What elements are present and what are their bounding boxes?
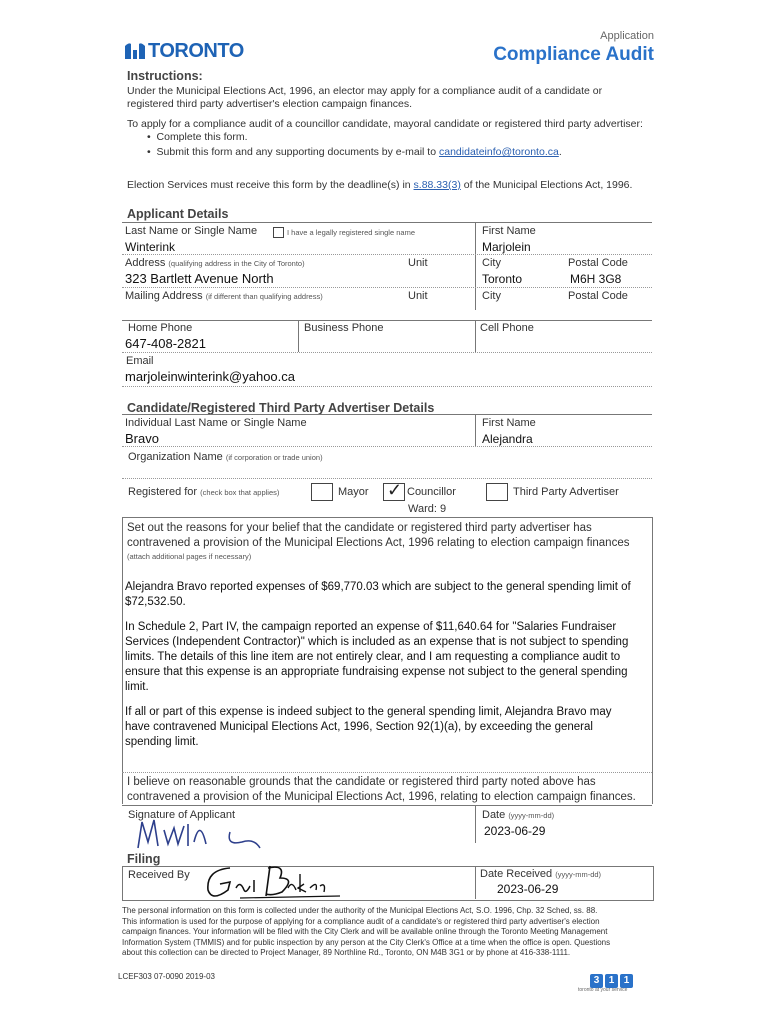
registered-label: Registered for: [128, 486, 198, 498]
reason-p1-line2: $72,532.50.: [125, 596, 186, 608]
reason-p2-line3: limits. The details of this line item are not entirely clear, and I am requesting a compliance audit to: [125, 651, 621, 663]
divider: [298, 320, 299, 352]
postal-code-label: Postal Code: [568, 257, 628, 269]
logo-text: TORONTO: [148, 40, 244, 62]
bullet2-text: Submit this form and any supporting documents by e-mail to: [156, 146, 439, 158]
single-name-checkbox[interactable]: [273, 227, 284, 238]
reason-p3-line2: have contravened Municipal Elections Act, 1996, Section 92(1)(a), by exceeding the general: [125, 721, 593, 733]
divider: [475, 222, 476, 310]
home-phone-label: Home Phone: [128, 322, 193, 334]
reason-p3-line1: If all or part of this expense is indeed subject to the general spending limit, Alejandra Bravo may: [125, 706, 612, 718]
applicant-signature-icon: [130, 812, 270, 854]
date-received-label-group: [480, 868, 601, 880]
reason-p2-line2: Services (Independent Contractor)" which is included as an expense that is not subject to spending: [125, 636, 629, 648]
privacy-line3: campaign finances. Your information will be filed with the City Clerk and will be available online through the Toronto Meeting Management: [122, 927, 608, 936]
mayor-label: Mayor: [338, 486, 369, 498]
instructions-bullet1: • Complete this form.: [147, 131, 248, 143]
privacy-line4: Information System (TMMIS) and for public inspection by any person at the City Clerk's Office at a time when the office is open. Questions: [122, 937, 611, 947]
privacy-line1: The personal information on this form is collected under the authority of the Municipal Elections Act, S.O. 1996, Chp. 32 Sched, ss. 88.: [122, 906, 598, 915]
applicant-postal-code: M6H 3G8: [570, 272, 622, 286]
rule: [122, 287, 652, 288]
declaration-line1: I believe on reasonable grounds that the candidate or registered third party noted above has: [127, 776, 596, 788]
mailing-note: (if different than qualifying address): [205, 292, 323, 301]
staff-signature-icon: [200, 860, 350, 904]
badge-tagline: toronto at your service: [578, 987, 628, 993]
instructions-para2: To apply for a compliance audit of a councillor candidate, mayoral candidate or registered third party advertiser:: [127, 118, 643, 130]
check-mark-icon: ✓: [387, 480, 403, 500]
third-party-checkbox[interactable]: [486, 483, 508, 501]
filing-heading: Filing: [127, 852, 161, 866]
deadline-post: of the Municipal Elections Act, 1996.: [460, 179, 633, 191]
badge-311: [590, 970, 635, 988]
date-label: Date: [482, 809, 506, 821]
third-party-label: Third Party Advertiser: [513, 486, 619, 498]
received-by-label: Received By: [128, 869, 190, 881]
rule: [122, 254, 652, 255]
badge-digit: 1: [620, 974, 633, 988]
candidate-last-name: Bravo: [125, 431, 159, 446]
reasons-prompt-line2: contravened a provision of the Municipal Elections Act, 1996 relating to election campaign finances: [127, 537, 630, 549]
divider: [475, 805, 476, 843]
applicant-first-name-label: First Name: [482, 225, 536, 237]
address-label-group: [125, 257, 305, 269]
privacy-line5: about this collection can be directed to Project Manager, 89 Northline Rd., Toronto, ON M4B 3G1 or by phone at 416-338-1111.: [122, 948, 571, 957]
city-hall-logo-icon: [124, 40, 146, 60]
declaration-date: 2023-06-29: [484, 824, 546, 838]
reasons-prompt-note: (attach additional pages if necessary): [127, 552, 252, 561]
candidate-first-name: Alejandra: [482, 432, 533, 446]
signature-label: Signature of Applicant: [128, 809, 236, 821]
instructions-heading: Instructions:: [127, 69, 203, 83]
mailing-label-group: [125, 290, 323, 302]
org-label: Organization Name: [128, 451, 223, 463]
address-label: Address: [125, 257, 166, 269]
rule: [122, 446, 652, 447]
city-label: City: [482, 257, 501, 269]
reason-p1-line1: Alejandra Bravo reported expenses of $69,770.03 which are subject to the general spending limit of: [125, 581, 631, 593]
rule: [122, 386, 652, 387]
toronto-logo: [124, 40, 244, 63]
instructions-bullet2: • Submit this form and any supporting documents by e-mail to candidateinfo@toronto.ca.: [147, 146, 562, 158]
mailing-postal-label: Postal Code: [568, 290, 628, 302]
registered-label-group: [128, 486, 279, 498]
instructions-para1-line1: Under the Municipal Elections Act, 1996, an elector may apply for a compliance audit of a candidate or: [127, 85, 603, 97]
single-name-note: I have a legally registered single name: [287, 228, 415, 237]
rule: [122, 772, 652, 773]
date-note: (yyyy-mm-dd): [508, 811, 555, 820]
reason-p3-line3: spending limit.: [125, 736, 199, 748]
rule: [122, 478, 652, 479]
applicant-last-name-label: Last Name or Single Name: [125, 225, 258, 237]
form-title: Compliance Audit: [493, 44, 654, 65]
reasons-prompt-line1: Set out the reasons for your belief that the candidate or registered third party advertiser has: [127, 522, 592, 534]
rule: [122, 414, 652, 415]
councillor-checkbox[interactable]: [383, 480, 405, 501]
org-label-group: [128, 451, 323, 463]
date-received: 2023-06-29: [497, 882, 559, 896]
applicant-first-name: Marjolein: [482, 240, 531, 254]
divider: [475, 866, 476, 899]
applicant-heading: Applicant Details: [127, 207, 229, 221]
unit-label: Unit: [408, 257, 428, 269]
reason-p2-line5: limit.: [125, 681, 149, 693]
mayor-checkbox[interactable]: [311, 483, 333, 501]
instructions-para1-line2: registered third party advertiser's election campaign finances.: [127, 98, 413, 110]
divider: [652, 517, 653, 804]
applicant-email: marjoleinwinterink@yahoo.ca: [125, 369, 295, 384]
candidate-first-name-label: First Name: [482, 417, 536, 429]
applicant-city: Toronto: [482, 272, 523, 286]
applicant-last-name: Winterink: [125, 240, 176, 254]
org-note: (if corporation or trade union): [225, 453, 323, 462]
application-label: Application: [600, 30, 654, 42]
divider: [475, 320, 476, 352]
email-link[interactable]: candidateinfo@toronto.ca: [439, 146, 559, 158]
badge-digit: 1: [605, 974, 618, 988]
ward-text: Ward: 9: [408, 503, 447, 515]
form-code: LCEF303 07-0090 2019-03: [118, 972, 215, 981]
reason-p2-line1: In Schedule 2, Part IV, the campaign reported an expense of $11,640.64 for "Salaries Fundraiser: [125, 621, 617, 633]
reason-p2-line4: ensure that this expense is an appropriate fundraising expense not subject to the general spending: [125, 666, 628, 678]
cell-phone-label: Cell Phone: [480, 322, 534, 334]
deadline-pre: Election Services must receive this form by the deadline(s) in: [127, 179, 414, 191]
address-note: (qualifying address in the City of Toronto): [168, 259, 305, 268]
rule: [122, 222, 652, 223]
date-received-note: (yyyy-mm-dd): [555, 870, 602, 879]
email-label: Email: [126, 355, 154, 367]
deadline-text: [127, 178, 632, 192]
candidate-last-name-label: Individual Last Name or Single Name: [125, 417, 307, 429]
rule: [122, 352, 652, 353]
candidate-heading: Candidate/Registered Third Party Advertiser Details: [127, 401, 435, 415]
declaration-line2: contravened a provision of the Municipal Elections Act, 1996, relating to election campaign finances.: [127, 791, 636, 803]
home-phone: 647-408-2821: [125, 336, 206, 351]
bullet1-text: Complete this form.: [156, 131, 248, 143]
privacy-line2: This information is used for the purpose of applying for a compliance audit of a candidate's or registered third party advertiser's election: [122, 916, 600, 926]
date-label-group: [482, 809, 554, 821]
rule: [122, 805, 652, 806]
badge-digit: 3: [590, 974, 603, 988]
mailing-unit-label: Unit: [408, 290, 428, 302]
councillor-label: Councillor: [407, 486, 456, 498]
rule: [122, 320, 652, 321]
act-section-link[interactable]: s.88.33(3): [413, 179, 461, 191]
bullet2-end: .: [558, 146, 562, 158]
registered-note: (check box that applies): [200, 488, 280, 497]
rule: [122, 517, 652, 518]
mailing-city-label: City: [482, 290, 501, 302]
divider: [122, 517, 123, 804]
mailing-label: Mailing Address: [125, 290, 203, 302]
business-phone-label: Business Phone: [304, 322, 384, 334]
date-received-label: Date Received: [480, 868, 553, 880]
applicant-address: 323 Bartlett Avenue North: [125, 271, 274, 286]
divider: [475, 414, 476, 446]
